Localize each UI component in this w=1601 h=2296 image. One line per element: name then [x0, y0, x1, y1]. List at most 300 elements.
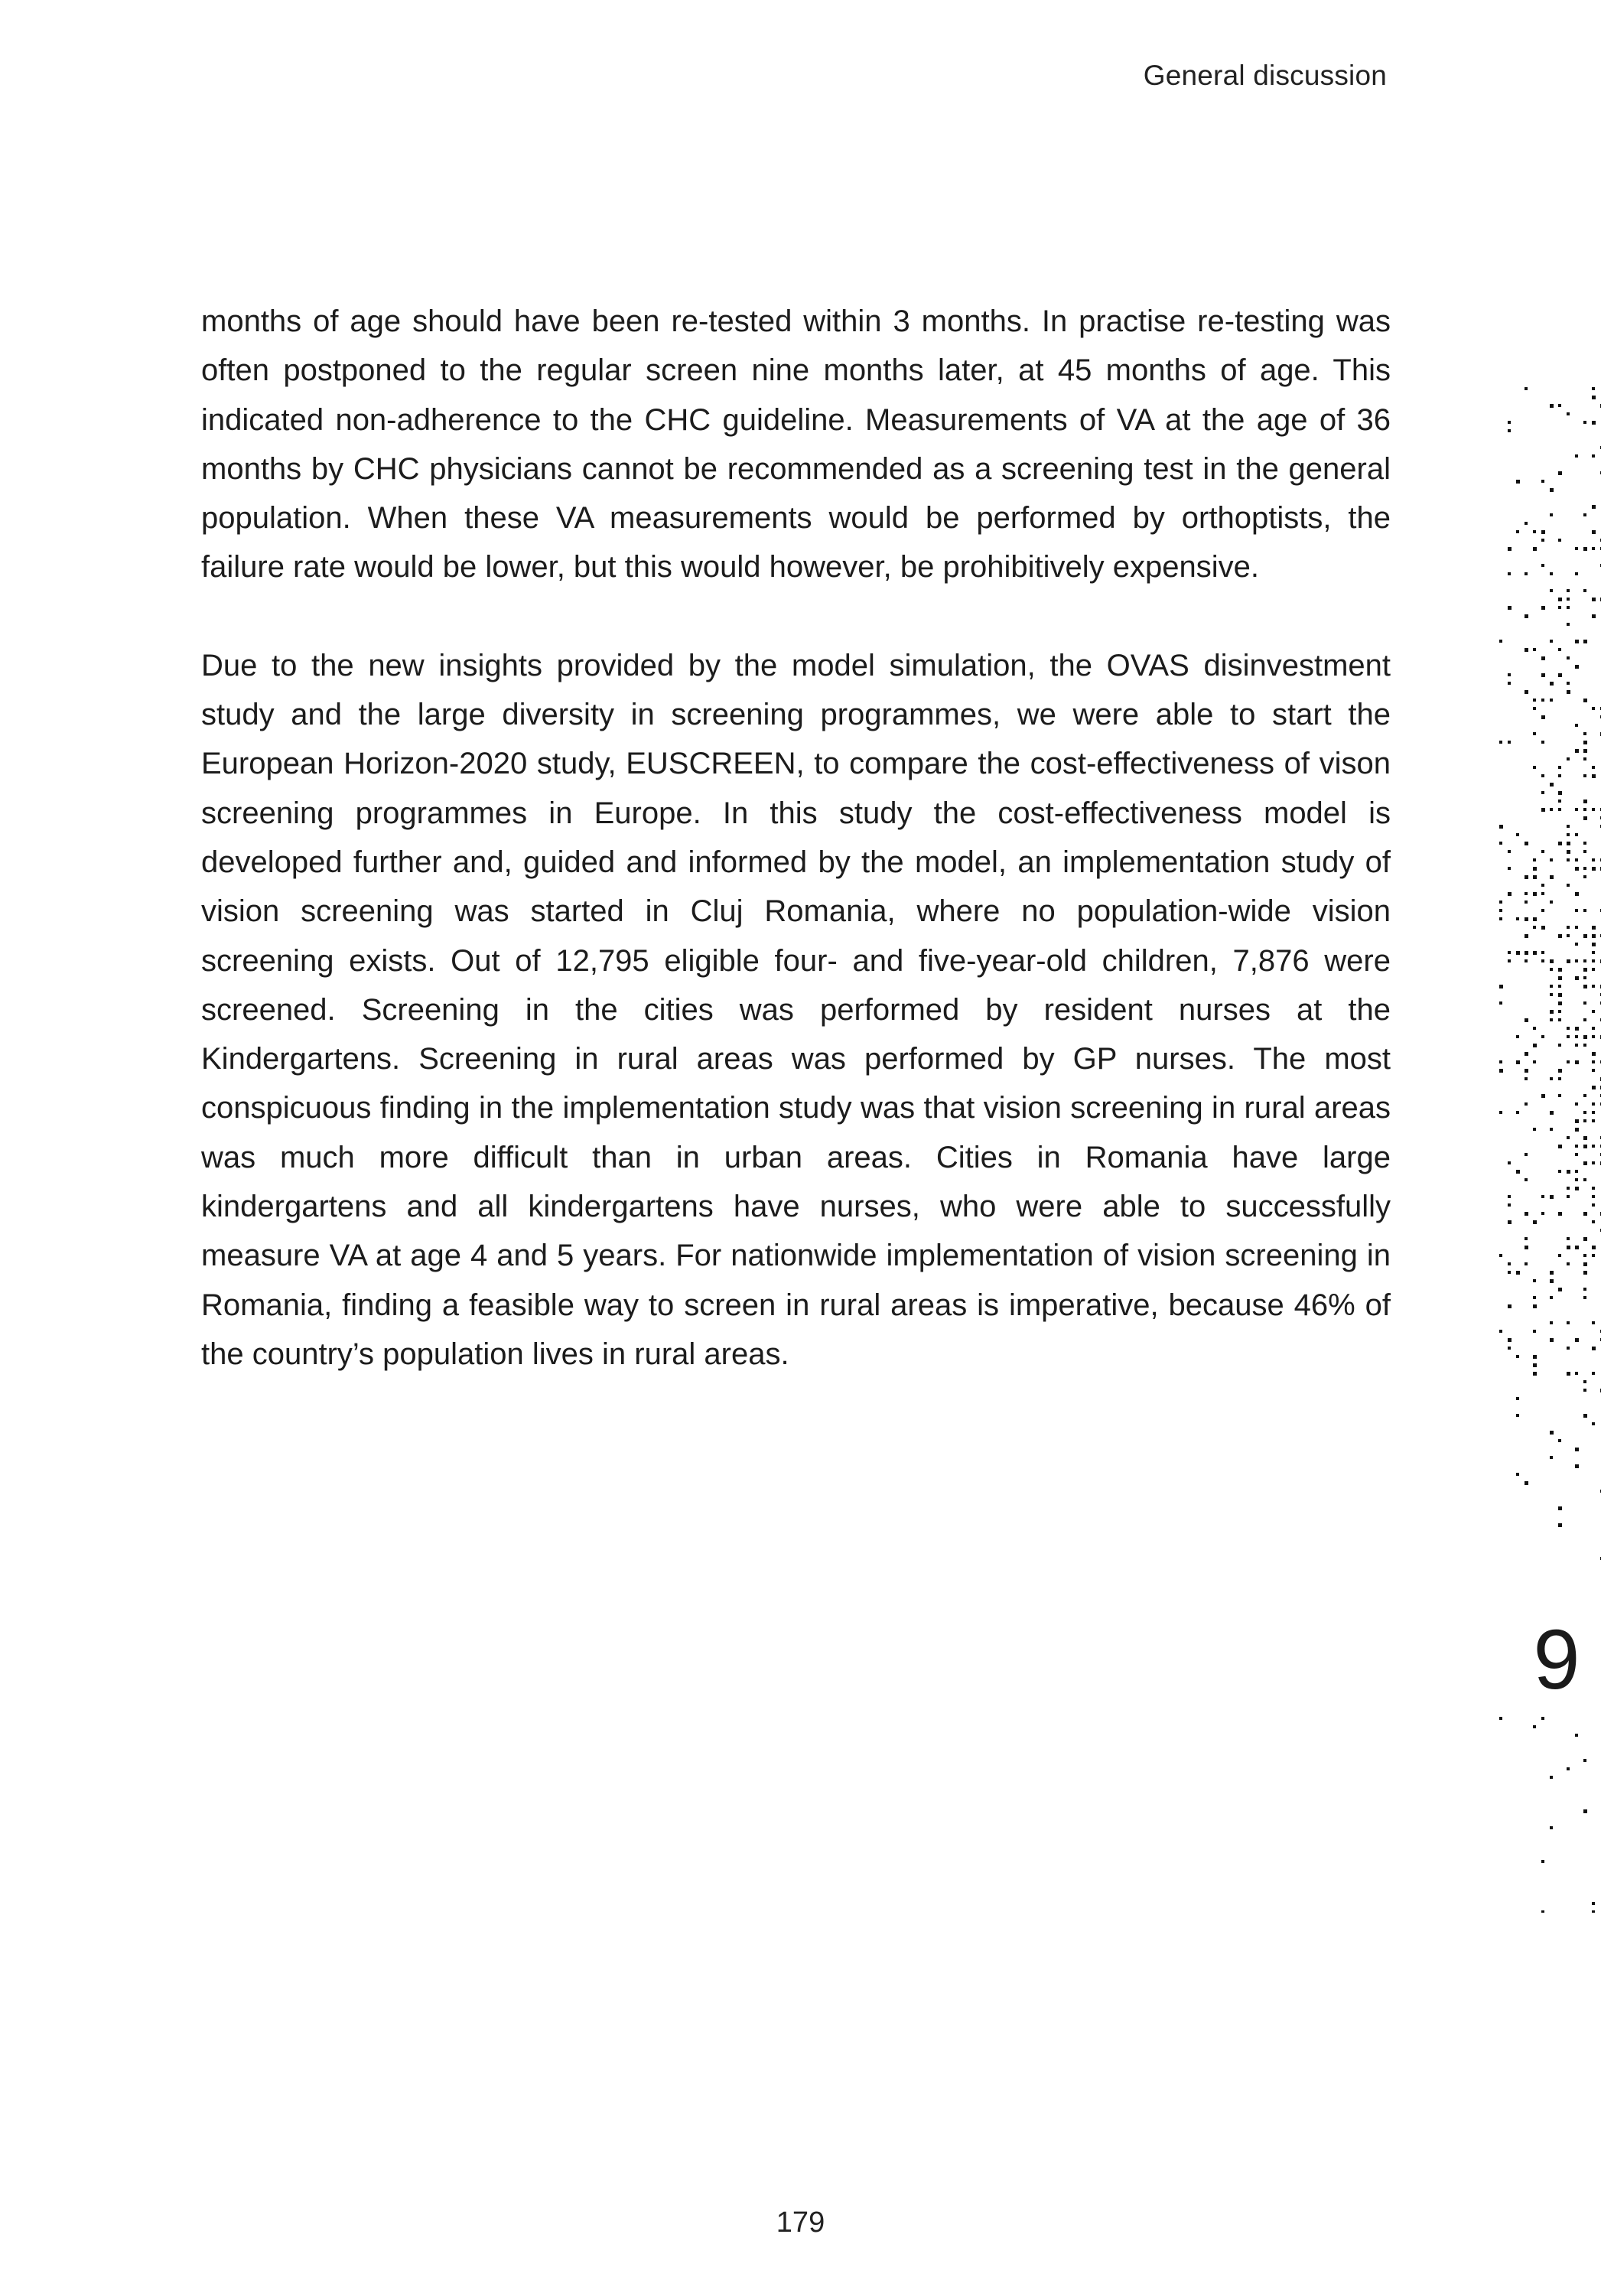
pattern-dot — [1592, 1102, 1595, 1106]
pattern-dot — [1592, 1145, 1595, 1148]
pattern-dot — [1558, 976, 1562, 980]
pattern-dot — [1583, 1111, 1586, 1114]
pattern-dot — [1575, 1464, 1579, 1468]
pattern-dot — [1541, 1717, 1544, 1720]
pattern-dot — [1499, 741, 1502, 744]
pattern-dot — [1533, 1044, 1537, 1047]
pattern-dot — [1575, 1372, 1578, 1375]
pattern-dot — [1533, 1372, 1537, 1376]
pattern-dot — [1575, 724, 1578, 727]
pattern-dot — [1516, 1111, 1519, 1114]
pattern-dot — [1567, 589, 1570, 592]
pattern-dot — [1533, 1027, 1536, 1030]
pattern-dot — [1558, 1010, 1561, 1013]
pattern-dot — [1533, 926, 1536, 929]
pattern-dot — [1533, 1060, 1536, 1063]
pattern-dot — [1516, 1473, 1519, 1476]
pattern-dot — [1583, 909, 1586, 912]
pattern-dot — [1575, 1178, 1578, 1181]
pattern-dot — [1499, 985, 1503, 988]
pattern-dot — [1567, 690, 1570, 694]
pattern-dot — [1592, 598, 1596, 601]
pattern-dot — [1541, 909, 1544, 912]
pattern-dot — [1516, 480, 1520, 484]
pattern-dot — [1499, 909, 1502, 912]
pattern-dot — [1583, 699, 1587, 702]
pattern-dot — [1550, 589, 1553, 592]
pattern-dot — [1508, 1195, 1511, 1198]
pattern-dot — [1558, 1018, 1561, 1021]
pattern-dot — [1558, 1523, 1562, 1527]
body-text — [201, 297, 1391, 1379]
pattern-dot — [1525, 875, 1528, 879]
pattern-dot — [1583, 1389, 1586, 1392]
pattern-dot — [1525, 1077, 1528, 1080]
pattern-dot — [1575, 1448, 1579, 1451]
pattern-dot — [1567, 598, 1570, 601]
pattern-dot — [1592, 951, 1595, 954]
pattern-dot — [1508, 892, 1512, 896]
pattern-dot — [1592, 1246, 1596, 1249]
pattern-dot — [1583, 808, 1586, 811]
pattern-dot — [1575, 926, 1578, 929]
pattern-dot — [1583, 1271, 1587, 1275]
pattern-dot — [1541, 774, 1544, 777]
pattern-dot — [1525, 1262, 1528, 1265]
pattern-dot — [1592, 1119, 1595, 1122]
pattern-dot — [1592, 766, 1595, 769]
pattern-dot — [1516, 1397, 1519, 1400]
pattern-dot — [1592, 1347, 1596, 1350]
pattern-dot — [1499, 1069, 1503, 1073]
pattern-dot — [1541, 699, 1544, 702]
paragraph-1: months of age should have been re-tested within 3 months. In practise re-testing was often postponed to the regular screen nine months later, at 45 months of age. This indicated non-adherence to the CHC guideline. Measurements of VA at the age of 36 months by CHC physicians cannot be recommended as a screening test in the general population. When these VA measurements would be performed by orthoptists, the failure rate would be lower, but this would however, be prohibitively expensive. — [201, 305, 1391, 585]
pattern-dot — [1525, 1018, 1528, 1022]
pattern-dot — [1550, 968, 1553, 971]
running-header: General discussion — [1143, 60, 1387, 91]
pattern-dot — [1541, 1212, 1544, 1215]
pattern-dot — [1558, 1254, 1561, 1257]
pattern-dot — [1541, 1035, 1544, 1038]
pattern-dot — [1575, 1170, 1578, 1173]
pattern-dot — [1550, 1296, 1553, 1299]
pattern-dot — [1583, 513, 1586, 516]
pattern-dot — [1583, 1044, 1586, 1047]
pattern-dot — [1525, 522, 1528, 525]
pattern-dot — [1550, 808, 1553, 811]
pattern-dot — [1550, 900, 1553, 904]
pattern-dot — [1508, 1271, 1511, 1274]
pattern-dot — [1499, 842, 1502, 845]
pattern-dot — [1525, 917, 1528, 921]
pattern-dot — [1583, 640, 1587, 643]
pattern-dot — [1583, 816, 1587, 820]
pattern-dot — [1533, 699, 1536, 702]
pattern-dot — [1583, 968, 1587, 972]
pattern-dot — [1550, 875, 1554, 879]
pattern-dot — [1592, 387, 1595, 390]
pattern-dot — [1575, 1734, 1578, 1737]
pattern-dot — [1533, 1725, 1536, 1728]
pattern-dot — [1499, 917, 1502, 920]
pattern-dot — [1550, 513, 1553, 516]
pattern-dot — [1575, 1102, 1578, 1106]
pattern-dot — [1516, 1035, 1519, 1038]
pattern-dot — [1541, 530, 1545, 534]
pattern-dot — [1508, 1347, 1511, 1350]
pattern-dot — [1550, 783, 1554, 787]
pattern-dot — [1583, 1119, 1586, 1122]
pattern-dot — [1567, 825, 1570, 828]
paragraph-2: Due to the new insights provided by the model simulation, the OVAS disinvestment study and the large diversity in screening programmes, we were able to start the European Horizon-2020 study, EUSCREEN, to compare the cost-effectiveness of vison screening programmes in Europe. In this study the cost-effectiveness model is developed further and, guided and informed by the model, an implementation study of vision screening was started in Cluj Romania, where no population-wide vision screening exists. Out of 12,795 eligible four- and five-year-old children, 7,876 were screened. Screening in the cities was performed by resident nurses at the Kindergartens. Screening in rural areas was performed by GP nurses. The most conspicuous finding in the implementation study was that vision screening in rural areas was much more difficult than in urban areas. Cities in Romania have large kindergartens and all kindergartens have nurses, who were able to successfully measure VA at age 4 and 5 years. For nationwide implementation of vision screening in Romania, finding a feasible way to screen in rural areas is imperative, because 46% of the country’s population lives in rural areas. — [201, 648, 1391, 1371]
pattern-dot — [1516, 1414, 1519, 1417]
pattern-dot — [1533, 1296, 1536, 1299]
pattern-dot — [1592, 1422, 1595, 1425]
pattern-dot — [1583, 1759, 1586, 1762]
pattern-dot — [1583, 1035, 1587, 1039]
pattern-dot — [1583, 1136, 1587, 1140]
pattern-dot — [1558, 842, 1562, 845]
pattern-dot — [1550, 1111, 1554, 1115]
pattern-dot — [1592, 985, 1595, 988]
pattern-dot — [1525, 959, 1528, 962]
pattern-dot — [1567, 1767, 1570, 1770]
pattern-dot — [1525, 1237, 1528, 1240]
pattern-dot — [1558, 774, 1561, 777]
pattern-dot — [1592, 959, 1595, 962]
pattern-dot — [1533, 530, 1536, 533]
pattern-dot — [1516, 951, 1520, 955]
pattern-dot — [1583, 1094, 1586, 1097]
page-number: 179 — [776, 2206, 825, 2239]
pattern-dot — [1575, 665, 1579, 669]
pattern-dot — [1499, 640, 1502, 643]
pattern-dot — [1583, 875, 1586, 878]
pattern-dot — [1583, 774, 1586, 777]
pattern-dot — [1550, 682, 1554, 686]
pattern-dot — [1525, 648, 1528, 652]
pattern-dot — [1550, 985, 1553, 988]
pattern-dot — [1550, 1456, 1553, 1459]
pattern-dot — [1550, 1338, 1554, 1342]
pattern-dot — [1533, 875, 1537, 879]
pattern-dot — [1567, 656, 1570, 659]
pattern-dot — [1558, 1001, 1562, 1005]
pattern-dot — [1567, 934, 1570, 937]
pattern-dot — [1567, 850, 1570, 854]
pattern-dot — [1525, 951, 1528, 955]
pattern-dot — [1592, 1086, 1596, 1089]
pattern-dot — [1533, 648, 1536, 651]
pattern-dot — [1592, 1187, 1595, 1190]
pattern-dot — [1508, 1203, 1511, 1207]
pattern-dot — [1558, 993, 1562, 997]
pattern-dot — [1516, 833, 1519, 836]
pattern-dot — [1567, 412, 1570, 415]
pattern-dot — [1583, 867, 1586, 870]
pattern-dot — [1592, 968, 1595, 971]
pattern-dot — [1533, 858, 1536, 861]
pattern-dot — [1583, 850, 1586, 853]
pattern-dot — [1525, 572, 1528, 575]
pattern-dot — [1533, 766, 1536, 769]
pattern-dot — [1592, 530, 1596, 534]
pattern-dot — [1533, 1128, 1536, 1131]
pattern-dot — [1567, 858, 1570, 861]
pattern-dot — [1533, 547, 1537, 551]
pattern-dot — [1541, 850, 1544, 853]
pattern-dot — [1583, 934, 1587, 938]
pattern-dot — [1592, 505, 1596, 509]
pattern-dot — [1550, 1010, 1554, 1014]
pattern-dot — [1516, 1355, 1519, 1358]
pattern-dot — [1583, 1161, 1587, 1165]
pattern-dot — [1533, 892, 1537, 896]
pattern-dot — [1525, 1481, 1528, 1485]
pattern-dot — [1550, 640, 1553, 643]
pattern-dot — [1550, 488, 1554, 492]
pattern-dot — [1533, 732, 1536, 735]
pattern-dot — [1541, 926, 1545, 930]
pattern-dot — [1567, 1195, 1570, 1198]
pattern-dot — [1541, 606, 1545, 610]
pattern-dot — [1592, 1902, 1595, 1905]
pattern-dot — [1508, 606, 1512, 610]
pattern-dot — [1583, 1809, 1587, 1813]
pattern-dot — [1499, 1254, 1502, 1257]
pattern-dot — [1508, 867, 1511, 870]
pattern-dot — [1508, 741, 1511, 744]
pattern-dot — [1567, 1027, 1570, 1030]
pattern-dot — [1525, 934, 1528, 938]
pattern-dot — [1541, 892, 1544, 895]
pattern-dot — [1558, 985, 1561, 988]
pattern-dot — [1575, 1246, 1579, 1249]
pattern-dot — [1508, 429, 1511, 432]
pattern-dot — [1499, 900, 1502, 904]
pattern-dot — [1583, 959, 1586, 962]
pattern-dot — [1575, 572, 1578, 575]
pattern-dot — [1525, 387, 1528, 390]
pattern-dot — [1541, 791, 1544, 794]
pattern-dot — [1583, 976, 1586, 979]
pattern-dot — [1575, 547, 1578, 550]
pattern-dot — [1550, 1128, 1553, 1131]
pattern-dot — [1592, 1254, 1595, 1257]
pattern-dot — [1592, 547, 1595, 550]
pattern-dot — [1558, 968, 1562, 972]
pattern-dot — [1508, 547, 1512, 551]
pattern-dot — [1567, 1136, 1570, 1139]
pattern-dot — [1558, 791, 1562, 795]
pattern-dot — [1583, 800, 1587, 803]
pattern-dot — [1525, 690, 1528, 694]
pattern-dot — [1525, 614, 1528, 618]
pattern-dot — [1558, 539, 1561, 542]
pattern-dot — [1541, 884, 1544, 887]
pattern-dot — [1575, 833, 1578, 836]
pattern-dot — [1499, 1001, 1502, 1005]
pattern-dot — [1541, 1094, 1545, 1098]
pattern-dot — [1533, 1279, 1536, 1282]
pattern-dot — [1525, 1069, 1528, 1073]
pattern-dot — [1558, 800, 1561, 803]
pattern-dot — [1550, 1431, 1554, 1435]
pattern-dot — [1508, 1161, 1511, 1164]
pattern-dot — [1583, 1414, 1587, 1418]
pattern-dot — [1583, 1001, 1586, 1005]
pattern-dot — [1592, 926, 1596, 930]
pattern-dot — [1508, 572, 1511, 575]
pattern-dot — [1541, 951, 1544, 954]
pattern-dot — [1592, 454, 1595, 458]
pattern-dot — [1541, 1910, 1544, 1913]
pattern-dot — [1525, 1052, 1528, 1056]
pattern-dot — [1550, 858, 1553, 861]
pattern-dot — [1592, 1027, 1595, 1030]
pattern-dot — [1499, 1111, 1502, 1114]
pattern-dot — [1567, 606, 1570, 609]
pattern-dot — [1592, 858, 1595, 861]
pattern-dot — [1592, 1060, 1595, 1063]
pattern-dot — [1558, 1094, 1561, 1097]
pattern-dot — [1592, 614, 1596, 618]
pattern-dot — [1550, 1279, 1554, 1283]
pattern-dot — [1583, 1288, 1586, 1291]
pattern-dot — [1583, 985, 1587, 988]
pattern-dot — [1575, 808, 1578, 811]
pattern-dot — [1550, 1826, 1553, 1829]
pattern-dot — [1533, 707, 1536, 710]
pattern-dot — [1550, 404, 1554, 408]
pattern-dot — [1567, 1262, 1570, 1265]
pattern-dot — [1567, 682, 1570, 685]
pattern-dot — [1558, 766, 1561, 769]
pattern-dot — [1558, 1069, 1562, 1073]
pattern-dot — [1508, 850, 1511, 853]
pattern-dot — [1525, 1102, 1528, 1106]
pattern-dot — [1575, 749, 1579, 753]
pattern-dot — [1583, 421, 1586, 424]
pattern-dot — [1583, 1018, 1586, 1021]
pattern-dot — [1583, 1254, 1586, 1257]
pattern-dot — [1592, 774, 1596, 778]
pattern-dot — [1575, 867, 1579, 871]
pattern-dot — [1592, 421, 1596, 425]
pattern-dot — [1592, 1161, 1595, 1164]
pattern-dot — [1558, 934, 1562, 938]
pattern-dot — [1567, 1170, 1570, 1174]
pattern-dot — [1575, 959, 1578, 962]
pattern-dot — [1525, 892, 1528, 895]
pattern-dot — [1592, 396, 1596, 399]
pattern-dot — [1592, 1203, 1595, 1207]
pattern-dot — [1508, 1262, 1511, 1265]
pattern-dot — [1499, 1330, 1502, 1333]
pattern-dot — [1499, 825, 1503, 829]
pattern-dot — [1541, 1195, 1544, 1198]
pattern-dot — [1533, 1304, 1537, 1308]
pattern-dot — [1525, 1212, 1528, 1216]
pattern-dot — [1567, 959, 1570, 963]
pattern-dot — [1541, 959, 1544, 962]
pattern-dot — [1516, 530, 1519, 533]
pattern-dot — [1575, 640, 1579, 643]
pattern-dot — [1525, 1153, 1528, 1156]
pattern-dot — [1558, 598, 1562, 601]
pattern-dot — [1567, 1246, 1570, 1249]
pattern-dot — [1583, 749, 1587, 753]
pattern-dot — [1508, 1220, 1512, 1224]
pattern-dot — [1541, 673, 1545, 677]
pattern-dot — [1575, 1145, 1578, 1148]
pattern-dot — [1567, 833, 1570, 836]
pattern-dot — [1533, 1363, 1537, 1367]
pattern-dot — [1525, 900, 1528, 904]
pattern-dot — [1550, 1195, 1554, 1199]
pattern-dot — [1516, 1170, 1520, 1174]
pattern-dot — [1550, 699, 1553, 702]
pattern-dot — [1575, 1187, 1579, 1190]
pattern-dot — [1575, 1119, 1579, 1123]
pattern-dot — [1575, 976, 1579, 980]
pattern-dot — [1550, 1776, 1553, 1779]
pattern-dot — [1541, 539, 1544, 542]
pattern-dot — [1583, 732, 1586, 735]
pattern-dot — [1592, 934, 1596, 938]
pattern-dot — [1583, 1296, 1586, 1299]
pattern-dot — [1575, 1060, 1579, 1064]
pattern-dot — [1592, 1195, 1595, 1198]
pattern-dot — [1583, 1237, 1587, 1241]
pattern-dot — [1550, 1018, 1553, 1021]
pattern-dot — [1533, 951, 1537, 955]
pattern-dot — [1541, 715, 1545, 719]
pattern-dot — [1558, 606, 1561, 609]
pattern-dot — [1583, 1380, 1586, 1383]
pattern-dot — [1558, 808, 1561, 811]
pattern-dot — [1575, 909, 1578, 912]
pattern-dot — [1558, 1145, 1562, 1148]
pattern-dot — [1558, 648, 1561, 651]
pattern-dot — [1592, 1111, 1595, 1114]
pattern-dot — [1592, 1220, 1595, 1223]
pattern-dot — [1499, 1717, 1502, 1720]
pattern-dot — [1525, 1178, 1528, 1181]
pattern-dot — [1516, 917, 1519, 920]
pattern-dot — [1592, 1010, 1595, 1013]
pattern-dot — [1567, 757, 1570, 760]
pattern-dot — [1592, 707, 1595, 710]
pattern-dot — [1575, 1044, 1578, 1047]
pattern-dot — [1575, 1338, 1579, 1342]
pattern-dot — [1541, 480, 1544, 483]
pattern-dot — [1558, 471, 1562, 475]
pattern-dot — [1525, 842, 1528, 845]
pattern-dot — [1567, 1060, 1570, 1063]
pattern-dot — [1592, 1052, 1596, 1056]
pattern-dot — [1558, 1077, 1561, 1080]
pattern-dot — [1575, 1027, 1579, 1031]
pattern-dot — [1567, 1321, 1570, 1324]
pattern-dot — [1558, 1439, 1561, 1442]
pattern-dot — [1592, 1372, 1595, 1375]
pattern-dot — [1575, 892, 1579, 896]
pattern-dot — [1592, 867, 1596, 871]
pattern-dot — [1567, 1035, 1570, 1038]
pattern-dot — [1567, 1372, 1570, 1376]
pattern-dot — [1550, 959, 1554, 963]
